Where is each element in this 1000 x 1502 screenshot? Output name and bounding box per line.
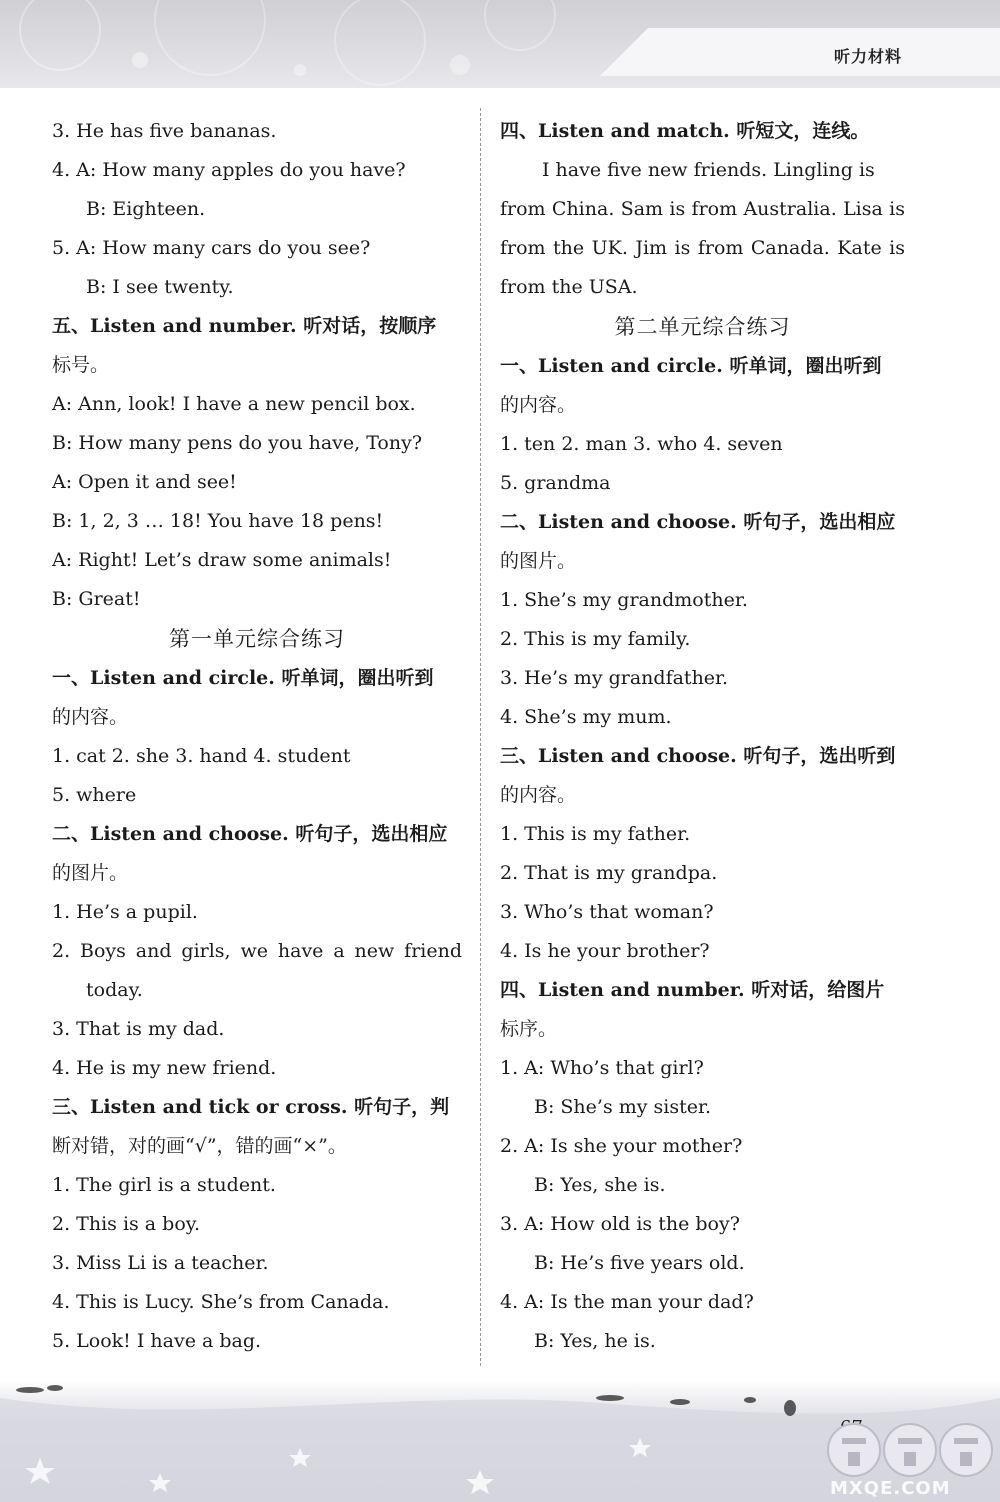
- text-line: A: Open it and see!: [52, 471, 237, 493]
- text-line: 1. cat 2. she 3. hand 4. student: [52, 745, 351, 767]
- text-line: 1. The girl is a student.: [52, 1174, 276, 1196]
- exercise-heading: 三、Listen and tick or cross. 听句子，判: [52, 1096, 450, 1118]
- text-line: A: Ann, look! I have a new pencil box.: [52, 393, 416, 415]
- text-line: 2. That is my grandpa.: [500, 862, 718, 884]
- text-line: 4. He is my new friend.: [52, 1057, 277, 1079]
- text-line: 5. grandma: [500, 472, 611, 494]
- text-line: 3. He’s my grandfather.: [500, 667, 729, 689]
- exercise-heading: 二、Listen and choose. 听句子，选出相应: [52, 823, 448, 845]
- text-line: A: Right! Let’s draw some animals!: [52, 549, 392, 571]
- text-line: 1. This is my father.: [500, 823, 691, 845]
- exercise-heading: 一、Listen and circle. 听单词，圈出听到: [500, 355, 882, 377]
- text-line: 的图片。: [52, 862, 129, 884]
- text-line: 3. That is my dad.: [52, 1018, 225, 1040]
- text-line: 5. Look! I have a bag.: [52, 1330, 262, 1352]
- text-line: 2. A: Is she your mother?: [500, 1135, 743, 1157]
- exercise-heading: 五、Listen and number. 听对话，按顺序: [52, 315, 437, 337]
- text-line: 1. A: Who’s that girl?: [500, 1057, 704, 1079]
- text-line: from the USA.: [500, 276, 638, 298]
- indented-line: B: He’s five years old.: [534, 1252, 745, 1274]
- text-line: B: 1, 2, 3 … 18! You have 18 pens!: [52, 510, 384, 532]
- text-line: 5. where: [52, 784, 137, 806]
- exercise-heading: 二、Listen and choose. 听句子，选出相应: [500, 511, 896, 533]
- text-line: 3. Who’s that woman?: [500, 901, 714, 923]
- header-band: [0, 0, 1000, 88]
- text-line: 3. A: How old is the boy?: [500, 1213, 740, 1235]
- text-line: B: How many pens do you have, Tony?: [52, 432, 423, 454]
- indented-line: B: I see twenty.: [86, 276, 234, 298]
- text-line: 4. This is Lucy. She’s from Canada.: [52, 1291, 390, 1313]
- text-line: 4. A: How many apples do you have?: [52, 159, 406, 181]
- text-line: from the UK. Jim is from Canada. Kate is: [500, 237, 905, 259]
- indented-line: B: Yes, he is.: [534, 1330, 656, 1352]
- text-line: 1. He’s a pupil.: [52, 901, 198, 923]
- header-title: 听力材料: [833, 47, 902, 66]
- text-line: 断对错，对的画“√”，错的画“×”。: [52, 1135, 347, 1157]
- text-line: 的图片。: [500, 550, 577, 572]
- indented-line: today.: [86, 979, 143, 1001]
- paragraph-line: I have five new friends. Lingling is: [542, 159, 875, 181]
- text-line: 3. Miss Li is a teacher.: [52, 1252, 269, 1274]
- exercise-heading: 三、Listen and choose. 听句子，选出听到: [500, 745, 896, 767]
- text-line: 2. This is a boy.: [52, 1213, 201, 1235]
- column-divider: [480, 108, 481, 1366]
- left-column: [52, 112, 462, 1361]
- text-line: 2. Boys and girls, we have a new friend: [52, 940, 462, 962]
- header-tab: [600, 28, 1000, 76]
- section-title: 第二单元综合练习: [614, 315, 791, 339]
- text-line: 4. She’s my mum.: [500, 706, 672, 728]
- right-column: [500, 112, 905, 1361]
- text-line: 的内容。: [500, 784, 577, 806]
- indented-line: B: Eighteen.: [86, 198, 206, 220]
- exercise-heading: 四、Listen and number. 听对话，给图片: [500, 979, 885, 1001]
- text-line: 1. ten 2. man 3. who 4. seven: [500, 433, 783, 455]
- text-line: 5. A: How many cars do you see?: [52, 237, 371, 259]
- text-line: 标号。: [52, 354, 110, 376]
- text-line: from China. Sam is from Australia. Lisa is: [500, 198, 905, 220]
- text-line: 的内容。: [52, 706, 129, 728]
- indented-line: B: Yes, she is.: [534, 1174, 666, 1196]
- text-line: 4. A: Is the man your dad?: [500, 1291, 754, 1313]
- text-line: 4. Is he your brother?: [500, 940, 710, 962]
- text-line: 1. She’s my grandmother.: [500, 589, 748, 611]
- watermark-text: MXQE.COM: [830, 1478, 951, 1499]
- text-line: 2. This is my family.: [500, 628, 691, 650]
- exercise-heading: 四、Listen and match. 听短文，连线。: [500, 120, 870, 142]
- text-line: 标序。: [500, 1018, 558, 1040]
- text-line: 的内容。: [500, 394, 577, 416]
- text-line: B: Great!: [52, 588, 141, 610]
- section-title: 第一单元综合练习: [169, 627, 345, 651]
- exercise-heading: 一、Listen and circle. 听单词，圈出听到: [52, 667, 434, 689]
- text-line: 3. He has five bananas.: [52, 120, 277, 142]
- indented-line: B: She’s my sister.: [534, 1096, 712, 1118]
